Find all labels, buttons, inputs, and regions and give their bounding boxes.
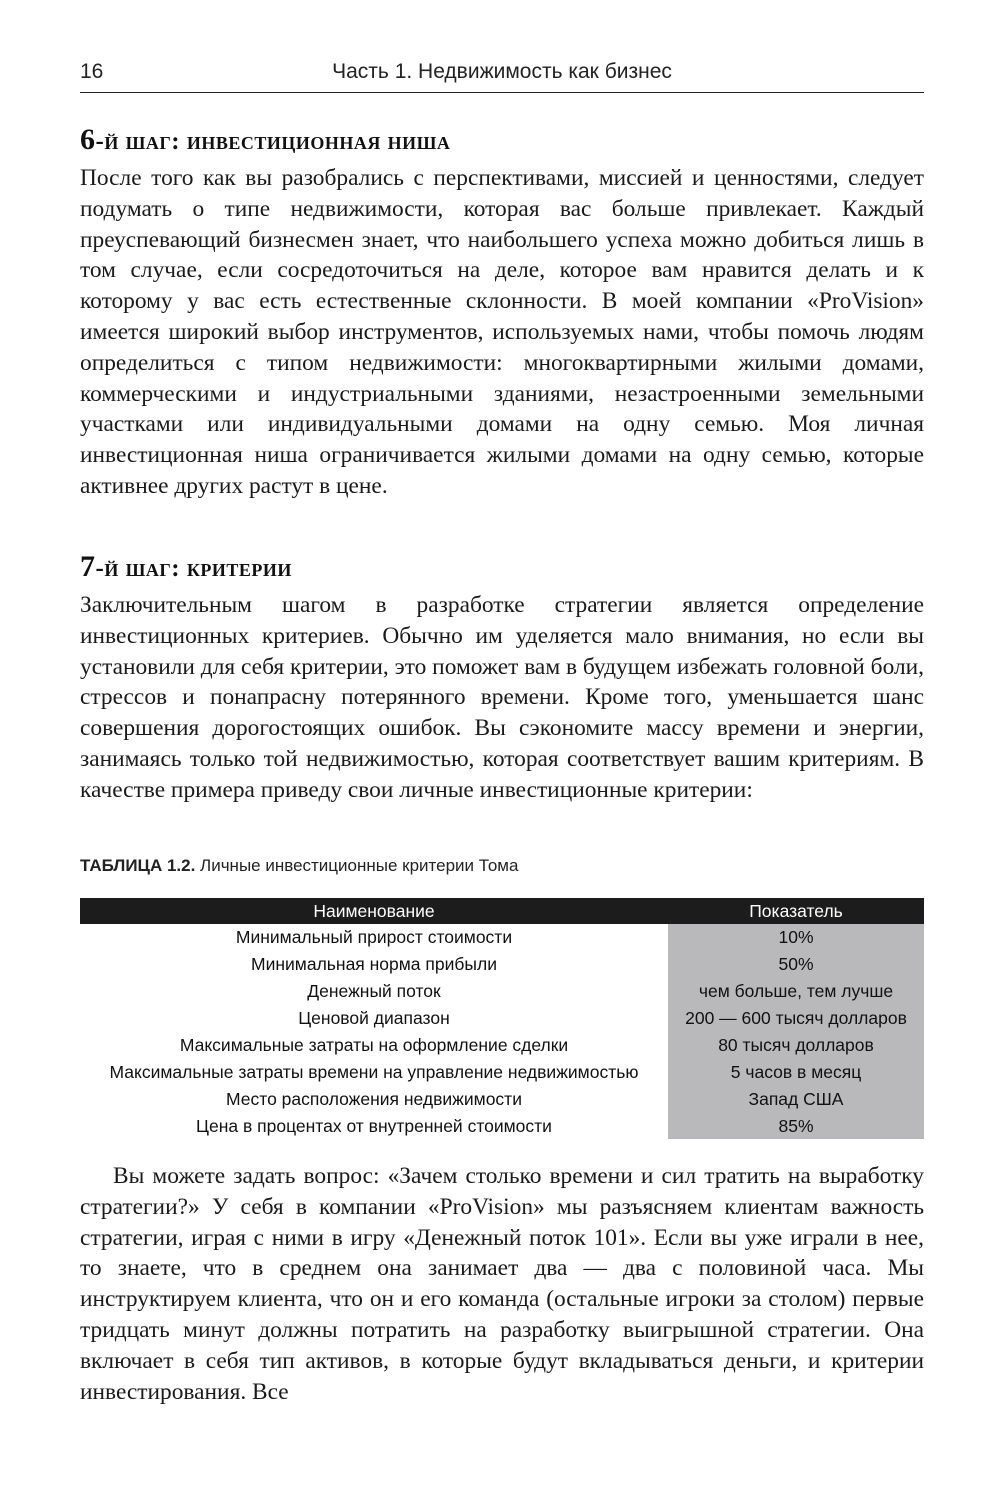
criterion-name: Минимальная норма прибыли bbox=[251, 954, 497, 975]
criterion-name: Ценовой диапазон bbox=[298, 1008, 450, 1029]
table-row bbox=[80, 1058, 924, 1085]
table-caption-text: Личные инвестиционные критерии Тома bbox=[200, 856, 519, 875]
criterion-value: 50% bbox=[668, 951, 924, 978]
section-6-heading-number: 6 bbox=[80, 123, 96, 156]
criterion-name: Минимальный прирост стоимости bbox=[235, 927, 513, 948]
section-6-paragraph: После того как вы разобрались с перспективами, миссией и ценностями, следует подумать о типе недвижимости, которая вас больше привлекает. Каждый преуспевающий бизнесмен знает, что наибольшего успеха можно добиться лишь в том случае, если сосредоточиться на деле, которое вам нравится делать и к которому у вас есть естественные склонности. В моей компании «ProVision» имеется широкий выбор инструментов, используемых нами, чтобы помочь людям определиться с типом недвижимости: многоквартирными жилыми домами, коммерческими и индустриальными зданиями, незастроенными земельными участками или индивидуальными домами на одну семью. Моя личная инвестиционная ниша ограничивается жилыми домами на одну семью, которые активнее других растут в цене. bbox=[80, 165, 924, 499]
running-head bbox=[80, 58, 924, 93]
table-row bbox=[80, 951, 924, 978]
table-row bbox=[80, 1032, 924, 1059]
table-header-row bbox=[80, 898, 924, 924]
criterion-value: Запад США bbox=[668, 1085, 924, 1112]
table-row bbox=[80, 1005, 924, 1032]
criterion-name: Место расположения недвижимости bbox=[226, 1088, 522, 1109]
criterion-name: Максимальные затраты на оформление сделки bbox=[179, 1035, 569, 1055]
section-7-paragraph: Заключительным шагом в разработке стратегии является определение инвестиционных критериев. Обычно им уделяется мало внимания, но если вы установили для себя критерии, это поможет вам в будущем избежать головной боли, стрессов и понапрасну потерянного времени. Кроме того, уменьшается шанс совершения дорогостоящих ошибок. Вы сэкономите массу времени и энергии, занимаясь только той недвижимостью, которая соответствует вашим критериям. В качестве примера приведу свои личные инвестиционные критерии: bbox=[80, 592, 924, 803]
criterion-name: Цена в процентах от внутренней стоимости bbox=[196, 1115, 552, 1136]
table-row bbox=[80, 1112, 924, 1139]
criterion-value: 10% bbox=[668, 924, 924, 951]
section-7-heading bbox=[80, 550, 292, 584]
criterion-value: 85% bbox=[668, 1112, 924, 1139]
criterion-value: 200 — 600 тысяч долларов bbox=[668, 1005, 924, 1032]
criterion-value: 80 тысяч долларов bbox=[668, 1032, 924, 1059]
criterion-name: Максимальные затраты времени на управление недвижимостью bbox=[109, 1061, 639, 1082]
table-caption-label: ТАБЛИЦА 1.2. bbox=[80, 856, 196, 875]
running-title: Часть 1. Недвижимость как бизнес bbox=[332, 60, 672, 83]
section-6-heading-text: -й шаг: инвестиционная ниша bbox=[95, 128, 451, 155]
page-number: 16 bbox=[80, 60, 104, 83]
table-row bbox=[80, 978, 924, 1005]
header-name: Наименование bbox=[80, 898, 668, 924]
table-row bbox=[80, 1085, 924, 1112]
table-caption bbox=[80, 856, 518, 876]
criterion-name: Денежный поток bbox=[307, 981, 441, 1002]
criteria-table bbox=[80, 898, 924, 1139]
section-7-heading-number: 7 bbox=[80, 550, 96, 583]
closing-paragraph: Вы можете задать вопрос: «Зачем столько времени и сил тратить на выработку стратегии?» У себя в компании «ProVision» мы разъясняем клиентам важность стратегии, играя с ними в игру «Денежный поток 101». Если вы уже играли в нее, то знаете, что в среднем она занимает два — два с половиной часа. Мы инструктируем клиента, что он и его команда (остальные игроки за столом) первые тридцать минут должны потратить на разработку выигрышной стратегии. Она включает в себя тип активов, в которые будут вкладываться деньги, и критерии инвестирования. Все bbox=[80, 1163, 924, 1405]
header-value: Показатель bbox=[668, 898, 924, 924]
criterion-value: чем больше, тем лучше bbox=[668, 978, 924, 1005]
section-7-heading-text: -й шаг: критерии bbox=[95, 555, 292, 582]
table-row bbox=[80, 924, 924, 951]
section-6-heading bbox=[80, 123, 450, 157]
criterion-value: 5 часов в месяц bbox=[668, 1058, 924, 1085]
